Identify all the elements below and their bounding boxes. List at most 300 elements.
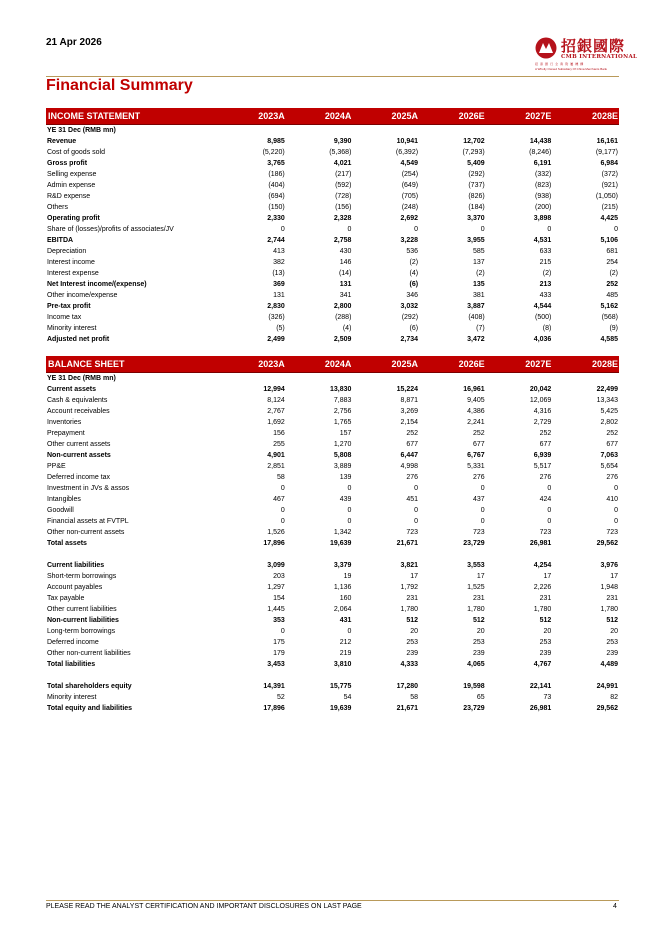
cell-value: 13,830 — [329, 386, 352, 393]
cell-value: 6,447 — [400, 452, 419, 459]
logo-brand-text: 招銀國際 — [561, 37, 626, 55]
cell-value: 0 — [280, 518, 285, 525]
cell-value: 15,775 — [329, 683, 352, 690]
cell-value: 20 — [543, 628, 552, 635]
table-row — [46, 450, 619, 461]
cell-value: 2,226 — [533, 584, 552, 591]
cell-value: 23,729 — [463, 540, 485, 547]
cell-value: 4,036 — [533, 336, 552, 343]
row-label: Total assets — [47, 540, 87, 547]
report-date: 21 Apr 2026 — [46, 37, 102, 48]
row-label: Total liabilities — [47, 661, 96, 668]
cell-value: (408) — [468, 314, 485, 321]
row-label: Total equity and liabilities — [47, 705, 133, 712]
cell-value: 3,898 — [533, 215, 552, 222]
cell-value: 5,162 — [600, 303, 618, 310]
cell-value: 1,780 — [600, 606, 618, 613]
cell-value: (649) — [401, 182, 419, 189]
cell-value: 58 — [410, 694, 419, 701]
cell-value: 212 — [339, 639, 352, 646]
cell-value: 8,124 — [267, 397, 285, 404]
cell-value: 22,141 — [529, 683, 552, 690]
cell-value: 14,438 — [529, 138, 552, 145]
cell-value: 2,064 — [333, 606, 352, 613]
cell-value: 4,549 — [400, 160, 419, 167]
cell-value: 3,887 — [467, 303, 485, 310]
cell-value: 0 — [480, 507, 485, 514]
cell-value — [419, 670, 486, 681]
cell-value: 16,961 — [463, 386, 485, 393]
cell-value: 0 — [547, 507, 552, 514]
cell-value: 0 — [480, 485, 485, 492]
cell-value: 2,830 — [267, 303, 285, 310]
cell-value: (248) — [401, 204, 419, 211]
row-label: Financial assets at FVTPL — [47, 518, 129, 525]
cell-value: 26,981 — [529, 705, 552, 712]
cell-value — [286, 549, 353, 560]
cell-value: 160 — [339, 595, 352, 602]
cell-value: (737) — [468, 182, 485, 189]
cell-value — [552, 125, 619, 137]
spacer-row — [46, 549, 619, 560]
cell-value: (5,368) — [329, 149, 352, 156]
table-row — [46, 483, 619, 494]
cell-value: 677 — [473, 441, 485, 448]
table-row — [46, 147, 619, 158]
cell-value: 73 — [543, 694, 552, 701]
cell-value: 413 — [273, 248, 285, 255]
cell-value: 8,985 — [267, 138, 285, 145]
cell-value: (728) — [335, 193, 352, 200]
table-row — [46, 417, 619, 428]
cell-value: (184) — [468, 204, 485, 211]
cell-value — [352, 670, 419, 681]
row-label: PP&E — [47, 463, 66, 470]
cell-value: 254 — [606, 259, 618, 266]
row-label: Total shareholders equity — [47, 683, 132, 690]
cell-value: 154 — [273, 595, 285, 602]
cell-value: 512 — [606, 617, 618, 624]
cell-value: 3,379 — [333, 562, 352, 569]
cell-value: 1,780 — [467, 606, 485, 613]
cell-value: 5,331 — [467, 463, 485, 470]
cell-value: 203 — [273, 573, 285, 580]
cell-value — [486, 125, 553, 137]
cell-value: 239 — [539, 650, 552, 657]
table-row — [46, 224, 619, 235]
cell-value: 139 — [339, 474, 352, 481]
cell-value: (568) — [601, 314, 618, 321]
cell-value: (7) — [476, 325, 485, 332]
cell-value: 0 — [547, 226, 552, 233]
cell-value: (5) — [276, 325, 285, 332]
cell-value: 9,405 — [467, 397, 485, 404]
cell-value: 410 — [606, 496, 618, 503]
cell-value: 0 — [280, 485, 285, 492]
cell-value: 137 — [473, 259, 485, 266]
cell-value: 433 — [539, 292, 552, 299]
page-title: Financial Summary — [46, 77, 193, 94]
row-label: Other non-current liabilities — [47, 650, 131, 657]
table-row — [46, 472, 619, 483]
cell-value: (404) — [268, 182, 285, 189]
row-label: Other current liabilities — [47, 606, 117, 613]
balance-header-row — [46, 356, 619, 373]
cell-value: (694) — [268, 193, 285, 200]
table-row — [46, 312, 619, 323]
cell-value: 252 — [406, 430, 419, 437]
cell-value: 0 — [614, 518, 618, 525]
cell-value: 239 — [606, 650, 618, 657]
cell-value — [486, 549, 553, 560]
cell-value: (921) — [601, 182, 618, 189]
table-row — [46, 494, 619, 505]
year-header: 2028E — [552, 356, 619, 373]
cmbi-logo-icon — [535, 37, 557, 59]
cell-value: 3,370 — [467, 215, 485, 222]
cell-value: 1,342 — [333, 529, 352, 536]
cell-value: 3,269 — [400, 408, 419, 415]
cell-value — [219, 373, 286, 385]
cell-value: 5,808 — [333, 452, 352, 459]
row-label: Tax payable — [47, 595, 85, 602]
cell-value: 219 — [339, 650, 352, 657]
cell-value: 2,241 — [467, 419, 485, 426]
footer-rule — [46, 900, 619, 901]
year-header: 2026E — [419, 356, 486, 373]
logo-intl-text: CMB INTERNATIONAL — [561, 54, 638, 60]
cell-value: 723 — [473, 529, 485, 536]
cell-value: 52 — [276, 694, 285, 701]
cell-value: (823) — [534, 182, 552, 189]
cell-value: 677 — [606, 441, 618, 448]
table-row — [46, 571, 619, 582]
row-label: Operating profit — [47, 215, 100, 222]
cell-value: (705) — [401, 193, 419, 200]
cell-value: 17 — [476, 573, 485, 580]
cell-value: 231 — [606, 595, 618, 602]
cell-value: 3,821 — [400, 562, 419, 569]
row-label: Long-term borrowings — [47, 628, 116, 635]
cell-value — [219, 549, 286, 560]
row-label: Cash & equivalents — [47, 397, 108, 404]
cell-value: (500) — [534, 314, 552, 321]
row-label: Current assets — [47, 386, 97, 393]
cell-value: 424 — [539, 496, 552, 503]
cell-value: 8,871 — [400, 397, 419, 404]
cell-value: 7,063 — [600, 452, 618, 459]
table-row — [46, 659, 619, 670]
row-label: YE 31 Dec (RMB mn) — [47, 127, 116, 134]
cell-value: (332) — [534, 171, 552, 178]
cell-value: 17,896 — [263, 705, 285, 712]
row-label: Investment in JVs & assos — [47, 485, 130, 492]
cell-value: 723 — [539, 529, 552, 536]
cell-value — [219, 670, 286, 681]
cell-value: 17 — [410, 573, 419, 580]
cell-value: 5,409 — [467, 160, 485, 167]
cell-value: 19,639 — [329, 705, 352, 712]
cell-value: 12,069 — [529, 397, 552, 404]
cell-value: 3,472 — [467, 336, 485, 343]
cell-value: 58 — [276, 474, 285, 481]
row-label: Prepayment — [47, 430, 85, 437]
table-row — [46, 604, 619, 615]
cell-value — [486, 670, 553, 681]
cell-value: (2) — [609, 270, 618, 277]
logo-fine-text: 招 商 銀 行 全 資 附 屬 機 構 — [535, 62, 584, 66]
cell-value: (5,220) — [262, 149, 285, 156]
table-row — [46, 626, 619, 637]
cell-value: 276 — [539, 474, 552, 481]
cell-value: 5,106 — [600, 237, 618, 244]
cell-value: 1,136 — [333, 584, 352, 591]
cell-value — [286, 670, 353, 681]
cell-value: 215 — [539, 259, 552, 266]
cell-value: (9) — [609, 325, 618, 332]
table-row — [46, 428, 619, 439]
cell-value: 1,525 — [467, 584, 485, 591]
cell-value: (215) — [601, 204, 618, 211]
table-row — [46, 268, 619, 279]
row-label: Other non-current assets — [47, 529, 125, 536]
table-row — [46, 257, 619, 268]
cell-value: 0 — [347, 226, 352, 233]
cell-value: (372) — [601, 171, 618, 178]
cell-value: (6) — [409, 325, 419, 332]
cell-value: 131 — [273, 292, 285, 299]
cell-value — [286, 373, 353, 385]
cell-value — [552, 373, 619, 385]
cell-value: 2,800 — [333, 303, 352, 310]
cell-value: (4) — [409, 270, 419, 277]
cell-value: 19,639 — [329, 540, 352, 547]
row-label — [46, 549, 219, 560]
section-title: INCOME STATEMENT — [46, 108, 219, 125]
row-label: Net Interest income/(expense) — [47, 281, 147, 288]
cell-value: 4,998 — [400, 463, 419, 470]
cell-value: 2,767 — [267, 408, 285, 415]
cell-value: 175 — [273, 639, 285, 646]
row-label: Non-current liabilities — [47, 617, 119, 624]
cell-value: 3,553 — [467, 562, 485, 569]
cell-value: 431 — [339, 617, 352, 624]
cell-value: 231 — [539, 595, 552, 602]
cell-value: 0 — [547, 518, 552, 525]
cell-value: 4,585 — [600, 336, 618, 343]
table-row — [46, 615, 619, 626]
cell-value: 0 — [280, 226, 285, 233]
cell-value: (9,177) — [595, 149, 618, 156]
cell-value: 276 — [606, 474, 618, 481]
table-row — [46, 246, 619, 257]
cell-value: 20 — [476, 628, 485, 635]
cell-value: (13) — [272, 270, 285, 277]
cell-value: 13,343 — [596, 397, 618, 404]
cell-value: 1,765 — [333, 419, 352, 426]
cell-value: 231 — [406, 595, 419, 602]
row-label: Minority interest — [47, 325, 97, 332]
cell-value: 353 — [273, 617, 285, 624]
cell-value: 65 — [476, 694, 485, 701]
cell-value: 5,425 — [600, 408, 618, 415]
cell-value — [552, 549, 619, 560]
row-label: Goodwill — [47, 507, 74, 514]
cell-value: 239 — [473, 650, 485, 657]
cell-value: 382 — [273, 259, 285, 266]
cell-value: (8,246) — [529, 149, 552, 156]
cell-value: 0 — [280, 507, 285, 514]
table-row — [46, 516, 619, 527]
table-row — [46, 235, 619, 246]
cell-value: (200) — [534, 204, 552, 211]
cell-value — [486, 373, 553, 385]
table-row — [46, 384, 619, 395]
row-label: Pre-tax profit — [47, 303, 91, 310]
cell-value: 17,896 — [263, 540, 285, 547]
cell-value: 17,280 — [396, 683, 419, 690]
cell-value: (186) — [268, 171, 285, 178]
row-label: Other current assets — [47, 441, 111, 448]
cell-value: 0 — [614, 226, 618, 233]
cell-value: 26,981 — [529, 540, 552, 547]
row-label: Revenue — [47, 138, 77, 145]
table-row — [46, 213, 619, 224]
cell-value: 2,802 — [600, 419, 618, 426]
row-label: Deferred income — [47, 639, 99, 646]
table-row — [46, 538, 619, 549]
table-row — [46, 692, 619, 703]
cell-value: (14) — [338, 270, 352, 277]
cell-value: 6,984 — [600, 160, 618, 167]
cell-value: 15,224 — [396, 386, 419, 393]
cell-value: 3,453 — [267, 661, 285, 668]
cell-value: 4,901 — [267, 452, 285, 459]
cell-value: 29,562 — [596, 540, 618, 547]
cell-value — [352, 373, 419, 385]
cell-value: 1,692 — [267, 419, 285, 426]
cell-value: 22,499 — [596, 386, 618, 393]
year-header: 2024A — [286, 356, 353, 373]
cell-value: (4) — [342, 325, 352, 332]
cell-value: 252 — [606, 281, 618, 288]
cell-value: 276 — [473, 474, 485, 481]
cell-value: 6,767 — [467, 452, 485, 459]
cell-value: 3,955 — [467, 237, 485, 244]
cell-value: 4,544 — [533, 303, 552, 310]
cell-value: 253 — [406, 639, 419, 646]
cell-value: (288) — [335, 314, 352, 321]
row-label: Short-term borrowings — [47, 573, 117, 580]
cell-value: 23,729 — [463, 705, 485, 712]
cell-value: (592) — [335, 182, 352, 189]
cell-value: 0 — [614, 485, 618, 492]
cell-value — [552, 670, 619, 681]
cell-value: 17 — [610, 573, 618, 580]
cell-value: 430 — [339, 248, 352, 255]
row-label: R&D expense — [47, 193, 91, 200]
row-label: Inventories — [47, 419, 82, 426]
cell-value: (1,050) — [595, 193, 618, 200]
cell-value: 4,021 — [333, 160, 352, 167]
cell-value: 0 — [347, 507, 352, 514]
cell-value: 17 — [543, 573, 552, 580]
table-row — [46, 202, 619, 213]
cell-value: 1,445 — [267, 606, 285, 613]
cell-value: 485 — [606, 292, 618, 299]
table-row — [46, 279, 619, 290]
table-row — [46, 593, 619, 604]
cell-value: 512 — [406, 617, 419, 624]
cell-value: 6,939 — [533, 452, 552, 459]
table-row — [46, 323, 619, 334]
year-header: 2025A — [352, 108, 419, 125]
table-row — [46, 505, 619, 516]
row-label: Others — [47, 204, 69, 211]
cell-value: 346 — [406, 292, 419, 299]
cell-value: 2,744 — [267, 237, 285, 244]
cell-value: 213 — [539, 281, 552, 288]
income-header-row — [46, 108, 619, 125]
cell-value: 253 — [606, 639, 618, 646]
row-label: Account receivables — [47, 408, 110, 415]
cell-value: 179 — [273, 650, 285, 657]
cell-value: 156 — [273, 430, 285, 437]
cell-value: 677 — [406, 441, 419, 448]
cell-value: 1,270 — [333, 441, 352, 448]
row-label: Adjusted net profit — [47, 336, 110, 343]
cell-value: 16,161 — [596, 138, 618, 145]
cell-value: 252 — [606, 430, 618, 437]
cell-value: 2,154 — [400, 419, 419, 426]
cell-value: 9,390 — [333, 138, 352, 145]
year-header: 2028E — [552, 108, 619, 125]
cell-value: 0 — [547, 485, 552, 492]
cell-value: 252 — [539, 430, 552, 437]
cell-value: 0 — [414, 518, 419, 525]
row-label: Interest income — [47, 259, 95, 266]
cell-value: 24,991 — [596, 683, 618, 690]
cell-value: 0 — [480, 226, 485, 233]
cell-value: 239 — [406, 650, 419, 657]
row-label: Depreciation — [47, 248, 87, 255]
cell-value: 10,941 — [396, 138, 419, 145]
cell-value: 4,531 — [533, 237, 552, 244]
table-row — [46, 191, 619, 202]
section-title: BALANCE SHEET — [46, 356, 219, 373]
cell-value: 7,883 — [333, 397, 352, 404]
cell-value: 4,065 — [467, 661, 485, 668]
row-label: YE 31 Dec (RMB mn) — [47, 375, 116, 382]
row-label: Admin expense — [47, 182, 96, 189]
cell-value: (292) — [401, 314, 419, 321]
cell-value: 2,851 — [267, 463, 285, 470]
row-label: Deferred income tax — [47, 474, 111, 481]
cell-value: (254) — [401, 171, 419, 178]
cell-value: 21,671 — [396, 540, 419, 547]
year-header: 2023A — [219, 108, 286, 125]
cell-value: 3,976 — [600, 562, 618, 569]
cell-value: (6) — [409, 281, 419, 288]
cell-value: 2,692 — [400, 215, 419, 222]
row-label: Minority interest — [47, 694, 97, 701]
table-row — [46, 373, 619, 385]
row-label: Share of (losses)/profits of associates/JV — [47, 226, 174, 233]
cell-value — [352, 549, 419, 560]
cell-value: (2) — [409, 259, 419, 266]
table-row — [46, 560, 619, 571]
cell-value: 2,328 — [333, 215, 352, 222]
